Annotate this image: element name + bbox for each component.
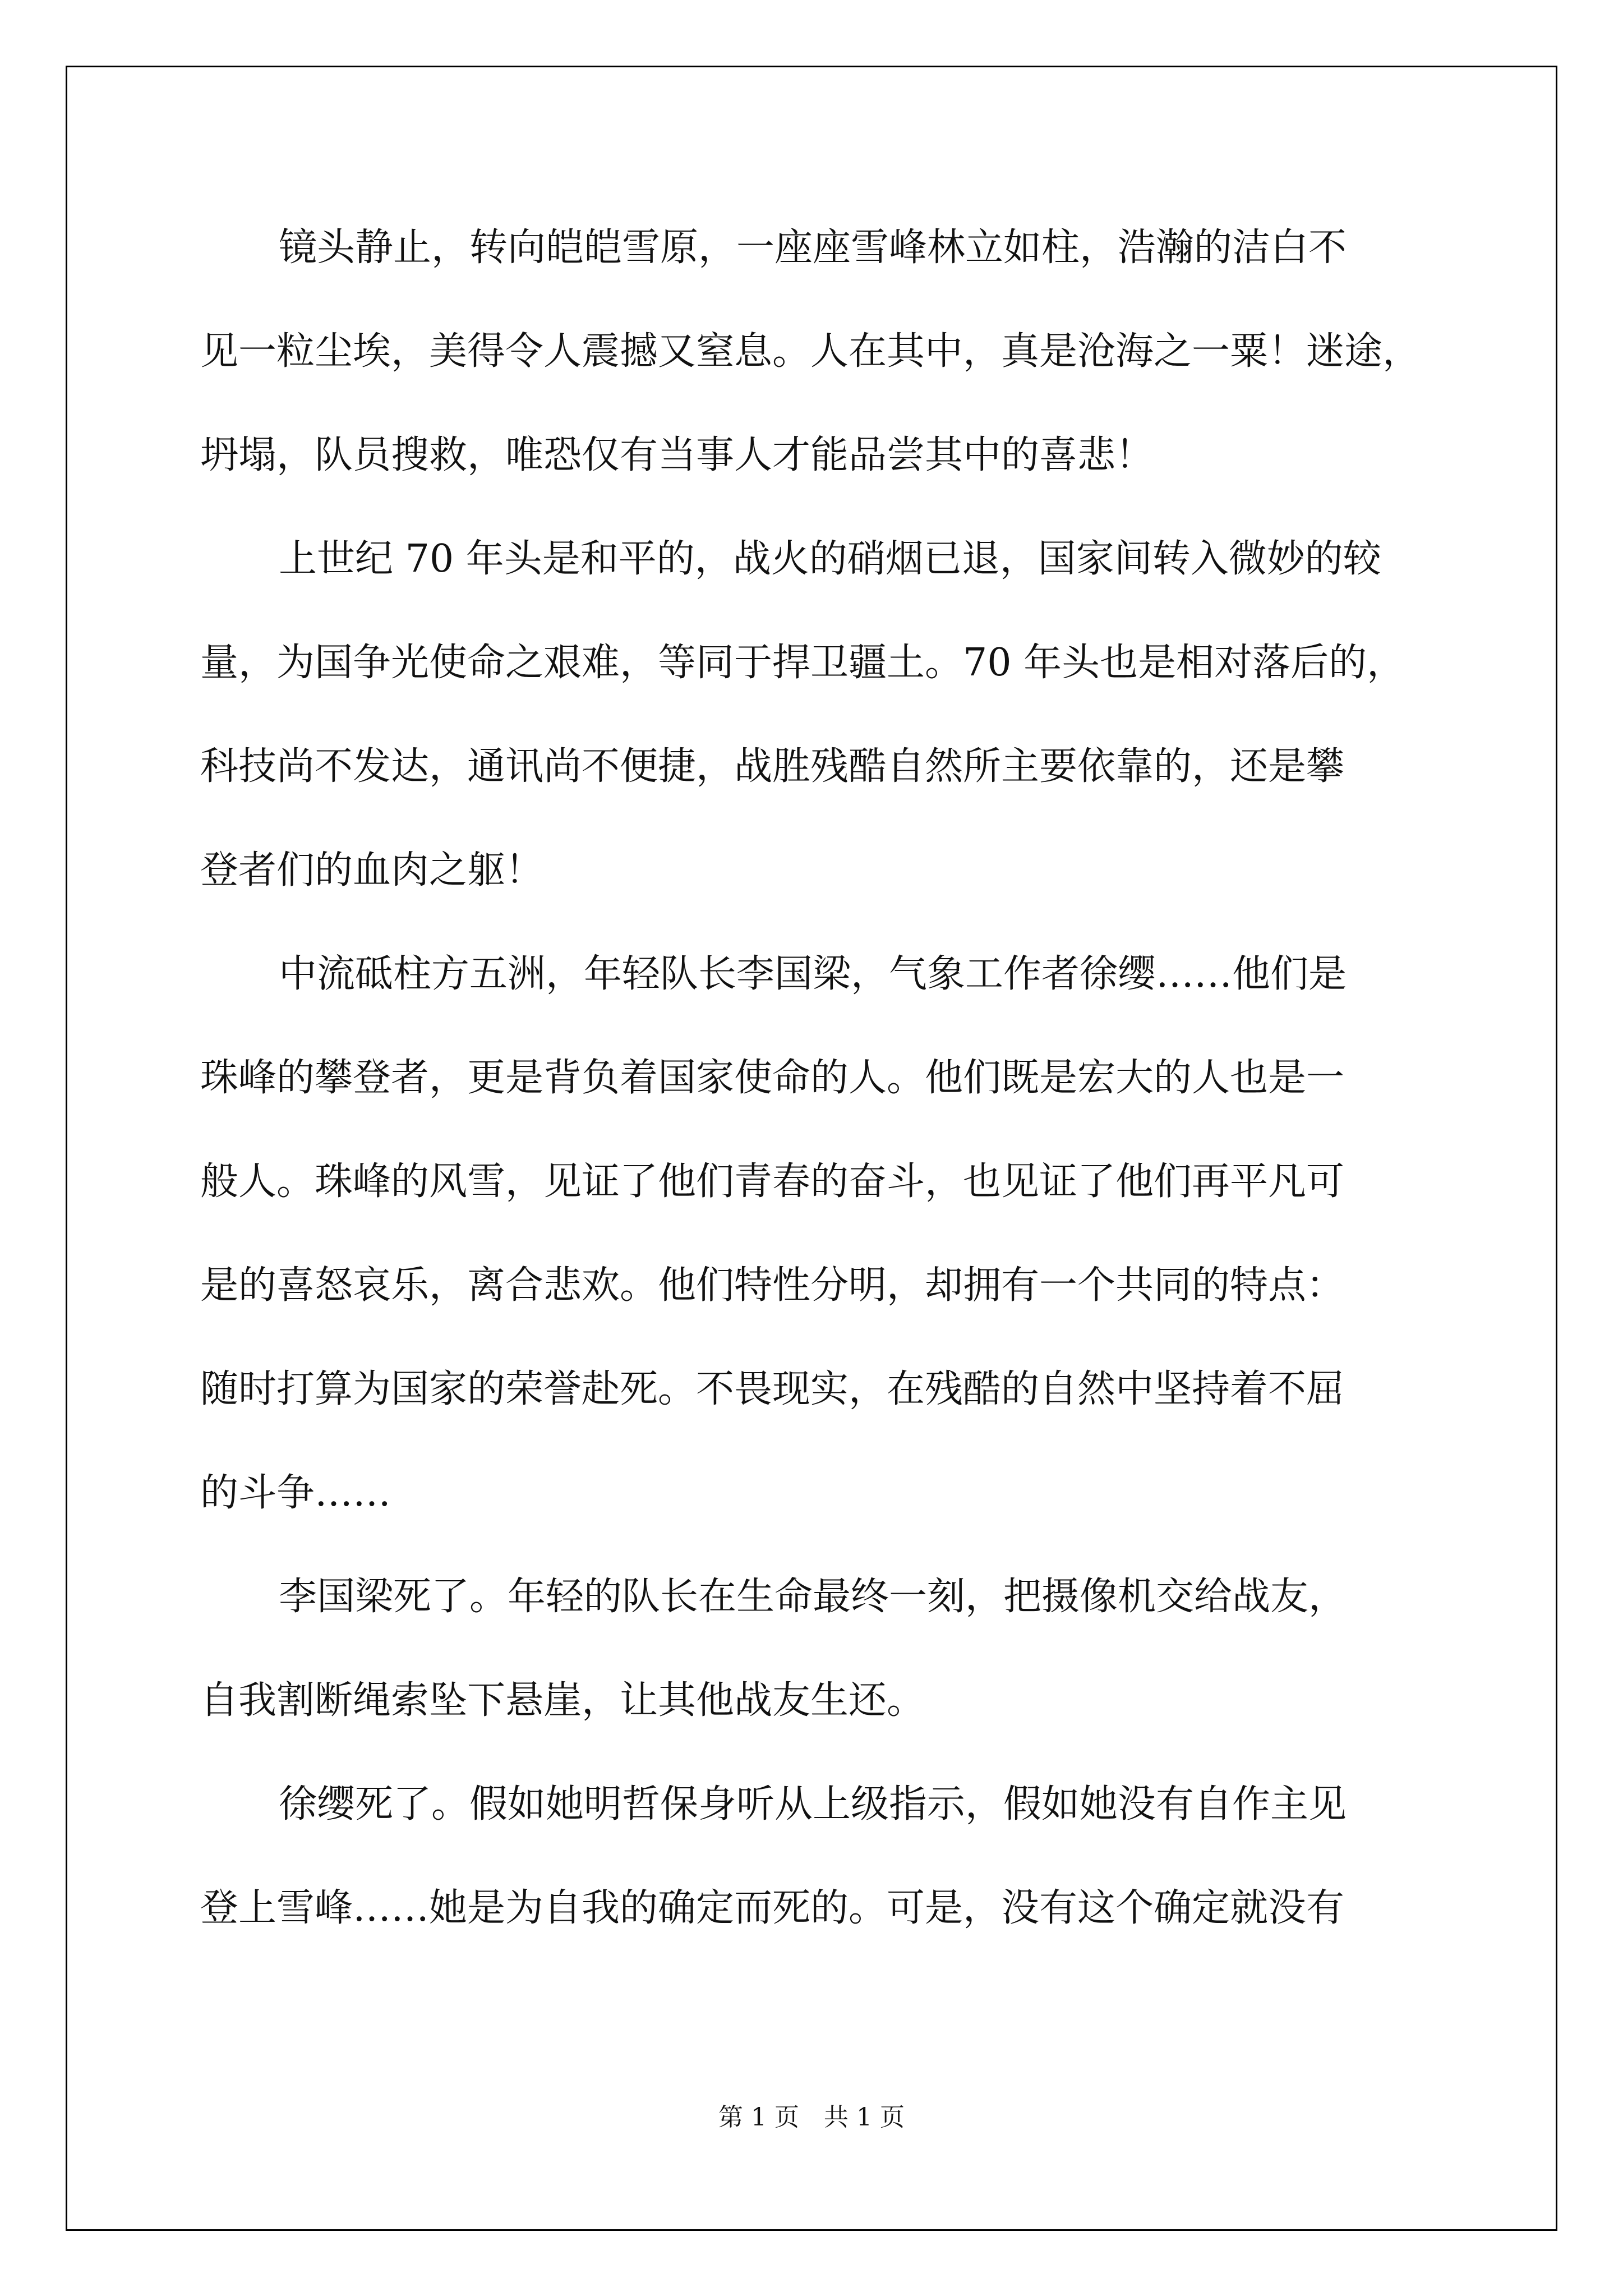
text-line: 上世纪 70 年头是和平的，战火的硝烟已退，国家间转入微妙的较	[279, 537, 1381, 581]
text-line: 珠峰的攀登者，更是背负着国家使命的人。他们既是宏大的人也是一	[200, 1056, 1345, 1100]
text-line: 徐缨死了。假如她明哲保身听从上级指示，假如她没有自作主见	[279, 1782, 1347, 1826]
text-line: 见一粒尘埃，美得令人震撼又窒息。人在其中，真是沧海之一粟！迷途，	[200, 329, 1421, 374]
paragraph-3	[200, 937, 1490, 1560]
text-line: 随时打算为国家的荣誉赴死。不畏现实，在残酷的自然中坚持着不屈	[200, 1367, 1345, 1411]
text-line: 登者们的血肉之躯！	[200, 848, 544, 892]
text-line: 中流砥柱方五洲，年轻队长李国梁，气象工作者徐缨……他们是	[279, 952, 1347, 996]
document-body	[200, 211, 1490, 1975]
text-line: 李国梁死了。年轻的队长在生命最终一刻，把摄像机交给战友，	[279, 1575, 1347, 1619]
paragraph-5	[200, 1768, 1490, 1975]
text-line: 量，为国争光使命之艰难，等同于捍卫疆土。70 年头也是相对落后的，	[200, 641, 1405, 685]
text-line: 科技尚不发达，通讯尚不便捷，战胜残酷自然所主要依靠的，还是攀	[200, 744, 1345, 789]
page-number-footer: 第 1 页 共 1 页	[718, 2103, 905, 2132]
paragraph-4	[200, 1560, 1490, 1768]
text-line: 般人。珠峰的风雪，见证了他们青春的奋斗，也见证了他们再平凡可	[200, 1159, 1345, 1204]
text-line: 的斗争……	[200, 1471, 391, 1515]
paragraph-1	[200, 211, 1490, 522]
text-line: 是的喜怒哀乐，离合悲欢。他们特性分明，却拥有一个共同的特点：	[200, 1263, 1345, 1308]
text-line: 自我割断绳索坠下悬崖，让其他战友生还。	[200, 1678, 925, 1723]
paragraph-2	[200, 522, 1490, 937]
text-line: 镜头静止，转向皑皑雪原，一座座雪峰林立如柱，浩瀚的洁白不	[279, 226, 1347, 270]
text-line: 登上雪峰……她是为自我的确定而死的。可是，没有这个确定就没有	[200, 1886, 1345, 1930]
text-line: 坍塌，队员搜救，唯恐仅有当事人才能品尝其中的喜悲！	[200, 433, 1154, 477]
